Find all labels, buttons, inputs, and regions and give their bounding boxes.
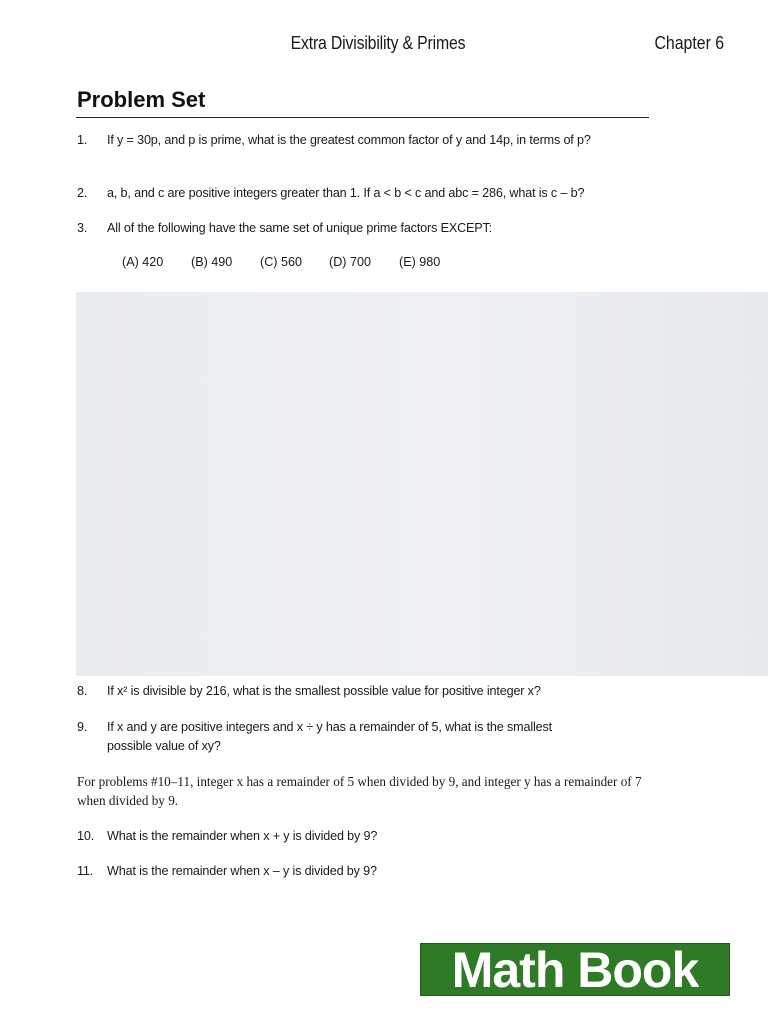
problem-text: If x and y are positive integers and x ÷ y has a remainder of 5, what is the smallest possible value of xy?: [107, 720, 552, 753]
problem-2: [77, 184, 637, 204]
problem-text: All of the following have the same set of unique prime factors EXCEPT:: [107, 221, 493, 235]
math-book-logo: Math Book: [420, 943, 730, 996]
problem-number: 10.: [77, 829, 95, 843]
choice-a: (A) 420: [122, 255, 164, 269]
problem-number: 2.: [77, 186, 88, 200]
choice-c: (C) 560: [260, 255, 302, 269]
problem-number: 8.: [77, 684, 88, 698]
problem-number: 1.: [77, 133, 88, 147]
problem-8: [77, 682, 637, 702]
running-title: Extra Divisibility & Primes: [290, 33, 466, 53]
problem-number: 9.: [77, 720, 88, 734]
problem-3: [77, 219, 637, 239]
section-heading: Problem Set: [77, 87, 206, 112]
heading-rule: [76, 117, 649, 118]
choice-b: (B) 490: [191, 255, 233, 269]
problem-number: 3.: [77, 221, 88, 235]
problem-number: 11.: [77, 864, 94, 878]
problem-text: What is the remainder when x + y is divided by 9?: [107, 829, 378, 843]
problem-text: If x² is divisible by 216, what is the smallest possible value for positive integer x?: [107, 684, 541, 698]
blank-panel: [76, 292, 768, 676]
problem-text: If y = 30p, and p is prime, what is the greatest common factor of y and 14p, in terms of p?: [107, 133, 591, 147]
choice-d: (D) 700: [329, 255, 371, 269]
instruction-text: For problems #10–11, integer x has a remainder of 5 when divided by 9, and integer y has a remainder of 7 when divided by 9.: [77, 774, 642, 808]
problem-text: What is the remainder when x – y is divided by 9?: [107, 864, 377, 878]
problem-text: a, b, and c are positive integers greater than 1. If a < b < c and abc = 286, what is c – b?: [107, 186, 585, 200]
problem-9: [77, 718, 637, 758]
problem-10: [77, 827, 637, 847]
choice-e: (E) 980: [399, 255, 441, 269]
chapter-label: Chapter 6: [654, 33, 724, 53]
problem-11: [77, 862, 637, 882]
problem-1: [77, 131, 637, 171]
